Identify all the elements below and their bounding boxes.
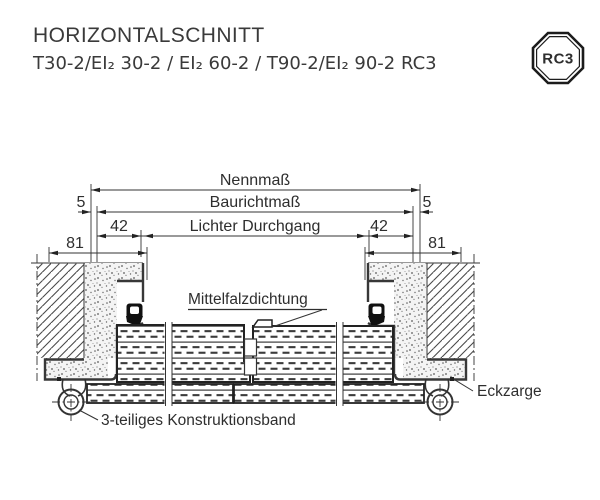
- frame-anchor-left: [57, 377, 61, 381]
- dim-5-left: 5: [76, 194, 86, 211]
- left-hinge: [52, 379, 91, 421]
- dim-81-left: 81: [66, 235, 84, 252]
- door-type-subtitle: T30-2/EI₂ 30-2 / EI₂ 60-2 / T90-2/EI₂ 90-2 RC3: [33, 53, 437, 74]
- rc3-badge: [533, 33, 583, 83]
- dim-nennmass: Nennmaß: [219, 172, 291, 189]
- middle-seal-label: Mittelfalzdichtung: [188, 291, 308, 308]
- middle-seal-leader: [272, 310, 322, 327]
- right-hinge: [421, 379, 460, 421]
- page-title: HORIZONTALSCHNITT: [33, 24, 265, 47]
- frame-anchor-right: [450, 377, 454, 381]
- hinge-leader: [79, 410, 98, 420]
- corner-frame-leader: [455, 380, 473, 391]
- dim-42-left: 42: [110, 218, 128, 235]
- dim-42-right: 42: [370, 218, 388, 235]
- dim-lichter-durchgang: Lichter Durchgang: [189, 218, 321, 235]
- rc3-badge-label: RC3: [542, 50, 574, 68]
- dim-5-right: 5: [422, 194, 432, 211]
- dim-81-right: 81: [428, 235, 446, 252]
- callout-corner-frame: [455, 380, 542, 400]
- corner-frame-label: Eckzarge: [477, 383, 542, 400]
- hinge-label: 3-teiliges Konstruktionsband: [101, 412, 296, 429]
- meeting-stile-lip: [253, 320, 272, 327]
- callout-hinge: [79, 410, 296, 429]
- dim-baurichtmass: Baurichtmaß: [209, 194, 301, 211]
